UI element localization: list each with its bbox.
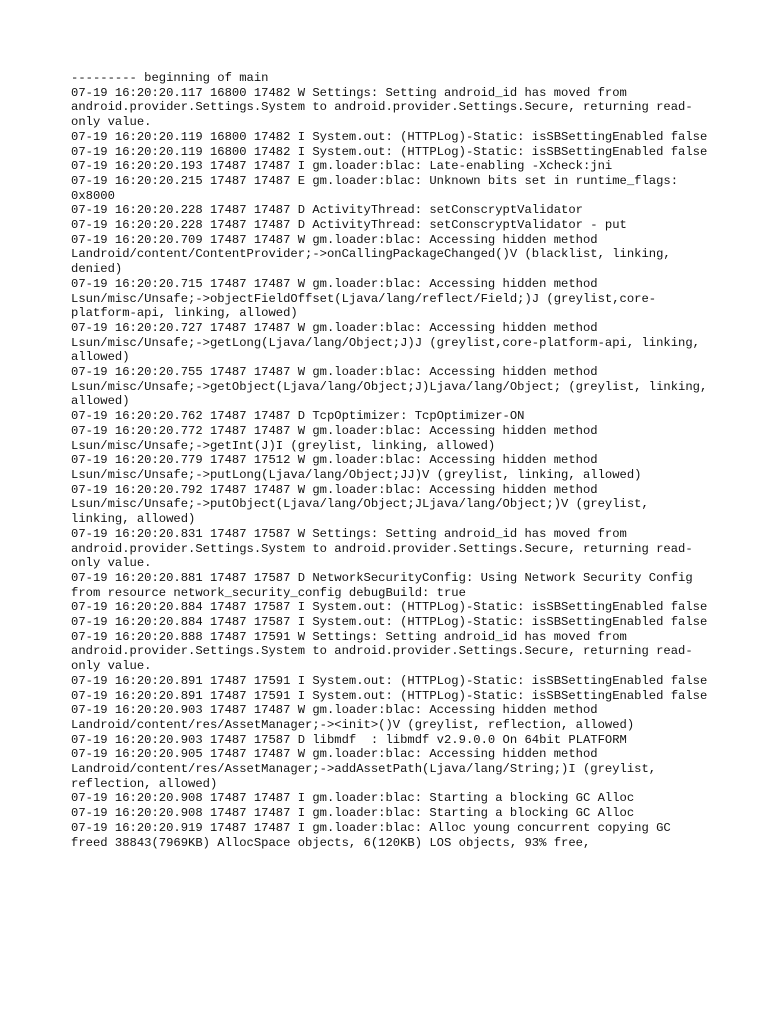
- log-line: 07-19 16:20:20.727 17487 17487 W gm.loader:blac: Accessing hidden method Lsun/misc/Unsafe;->getLong(Ljava/lang/Object;J)J (greylist,core-platform-api, linking, allowed): [71, 320, 708, 365]
- log-line: 07-19 16:20:20.881 17487 17587 D NetworkSecurityConfig: Using Network Security Config from resource network_security_config debugBuild: true: [71, 570, 700, 600]
- log-line: 07-19 16:20:20.779 17487 17512 W gm.loader:blac: Accessing hidden method Lsun/misc/Unsafe;->putLong(Ljava/lang/Object;JJ)V (greylist, linking, allowed): [71, 453, 642, 482]
- log-line: 07-19 16:20:20.715 17487 17487 W gm.loader:blac: Accessing hidden method Lsun/misc/Unsafe;->objectFieldOffset(Ljava/lang/reflect/Field;)J (greylist,core-platform-api, linking, allowed): [71, 276, 657, 321]
- log-line: 07-19 16:20:20.891 17487 17591 I System.out: (HTTPLog)-Static: isSBSettingEnabled false: [71, 673, 708, 688]
- log-document: [71, 71, 715, 850]
- log-line: 07-19 16:20:20.908 17487 17487 I gm.loader:blac: Starting a blocking GC Alloc: [71, 791, 635, 806]
- log-line: 07-19 16:20:20.908 17487 17487 I gm.loader:blac: Starting a blocking GC Alloc: [71, 806, 635, 821]
- log-line: 07-19 16:20:20.228 17487 17487 D ActivityThread: setConscryptValidator - put: [71, 218, 627, 233]
- log-line: 07-19 16:20:20.215 17487 17487 E gm.loader:blac: Unknown bits set in runtime_flags: 0x8000: [71, 173, 686, 203]
- log-line: 07-19 16:20:20.119 16800 17482 I System.out: (HTTPLog)-Static: isSBSettingEnabled false: [71, 144, 708, 159]
- log-line: 07-19 16:20:20.903 17487 17587 D libmdf : libmdf v2.9.0.0 On 64bit PLATFORM: [71, 732, 627, 747]
- log-line: 07-19 16:20:20.709 17487 17487 W gm.loader:blac: Accessing hidden method Landroid/content/ContentProvider;->onCallingPackageChanged()V (blacklist, linking, denied): [71, 232, 679, 277]
- log-line: 07-19 16:20:20.193 17487 17487 I gm.loader:blac: Late-enabling -Xcheck:jni: [71, 159, 613, 174]
- log-line: 07-19 16:20:20.831 17487 17587 W Settings: Setting android_id has moved from android.provider.Settings.System to android.provider.Settings.Secure, returning read-only value.: [71, 526, 693, 571]
- log-line: 07-19 16:20:20.772 17487 17487 W gm.loader:blac: Accessing hidden method Lsun/misc/Unsafe;->getInt(J)I (greylist, linking, allowed): [71, 423, 605, 453]
- log-line: 07-19 16:20:20.762 17487 17487 D TcpOptimizer: TcpOptimizer-ON: [71, 409, 525, 424]
- log-line: 07-19 16:20:20.117 16800 17482 W Settings: Setting android_id has moved from android.provider.Settings.System to android.provider.Settings.Secure, returning read-only value.: [71, 85, 693, 130]
- log-line: 07-19 16:20:20.903 17487 17487 W gm.loader:blac: Accessing hidden method Landroid/content/res/AssetManager;-><init>()V (greylist, reflection, allowed): [71, 703, 635, 732]
- log-line: 07-19 16:20:20.755 17487 17487 W gm.loader:blac: Accessing hidden method Lsun/misc/Unsafe;->getObject(Ljava/lang/Object;J)Ljava/lang/Object; (greylist, linking, allowed): [71, 365, 715, 409]
- log-line: 07-19 16:20:20.884 17487 17587 I System.out: (HTTPLog)-Static: isSBSettingEnabled false: [71, 615, 708, 630]
- log-line: --------- beginning of main: [71, 71, 269, 85]
- log-line: 07-19 16:20:20.888 17487 17591 W Settings: Setting android_id has moved from android.provider.Settings.System to android.provider.Settings.Secure, returning read-only value.: [71, 629, 693, 674]
- log-line: 07-19 16:20:20.792 17487 17487 W gm.loader:blac: Accessing hidden method Lsun/misc/Unsafe;->putObject(Ljava/lang/Object;JLjava/lang/Object;)V (greylist, linking, allowed): [71, 482, 657, 527]
- log-line: 07-19 16:20:20.228 17487 17487 D ActivityThread: setConscryptValidator: [71, 203, 583, 218]
- log-line: 07-19 16:20:20.891 17487 17591 I System.out: (HTTPLog)-Static: isSBSettingEnabled false: [71, 688, 708, 703]
- log-line: 07-19 16:20:20.905 17487 17487 W gm.loader:blac: Accessing hidden method Landroid/content/res/AssetManager;->addAssetPath(Ljava/lang/String;)I (greylist, reflection, allowed): [71, 747, 664, 791]
- log-line: 07-19 16:20:20.919 17487 17487 I gm.loader:blac: Alloc young concurrent copying GC freed 38843(7969KB) AllocSpace objects, 6(120KB) LOS objects, 93% free,: [71, 820, 679, 850]
- log-line: 07-19 16:20:20.884 17487 17587 I System.out: (HTTPLog)-Static: isSBSettingEnabled false: [71, 600, 708, 615]
- log-line: 07-19 16:20:20.119 16800 17482 I System.out: (HTTPLog)-Static: isSBSettingEnabled false: [71, 129, 708, 144]
